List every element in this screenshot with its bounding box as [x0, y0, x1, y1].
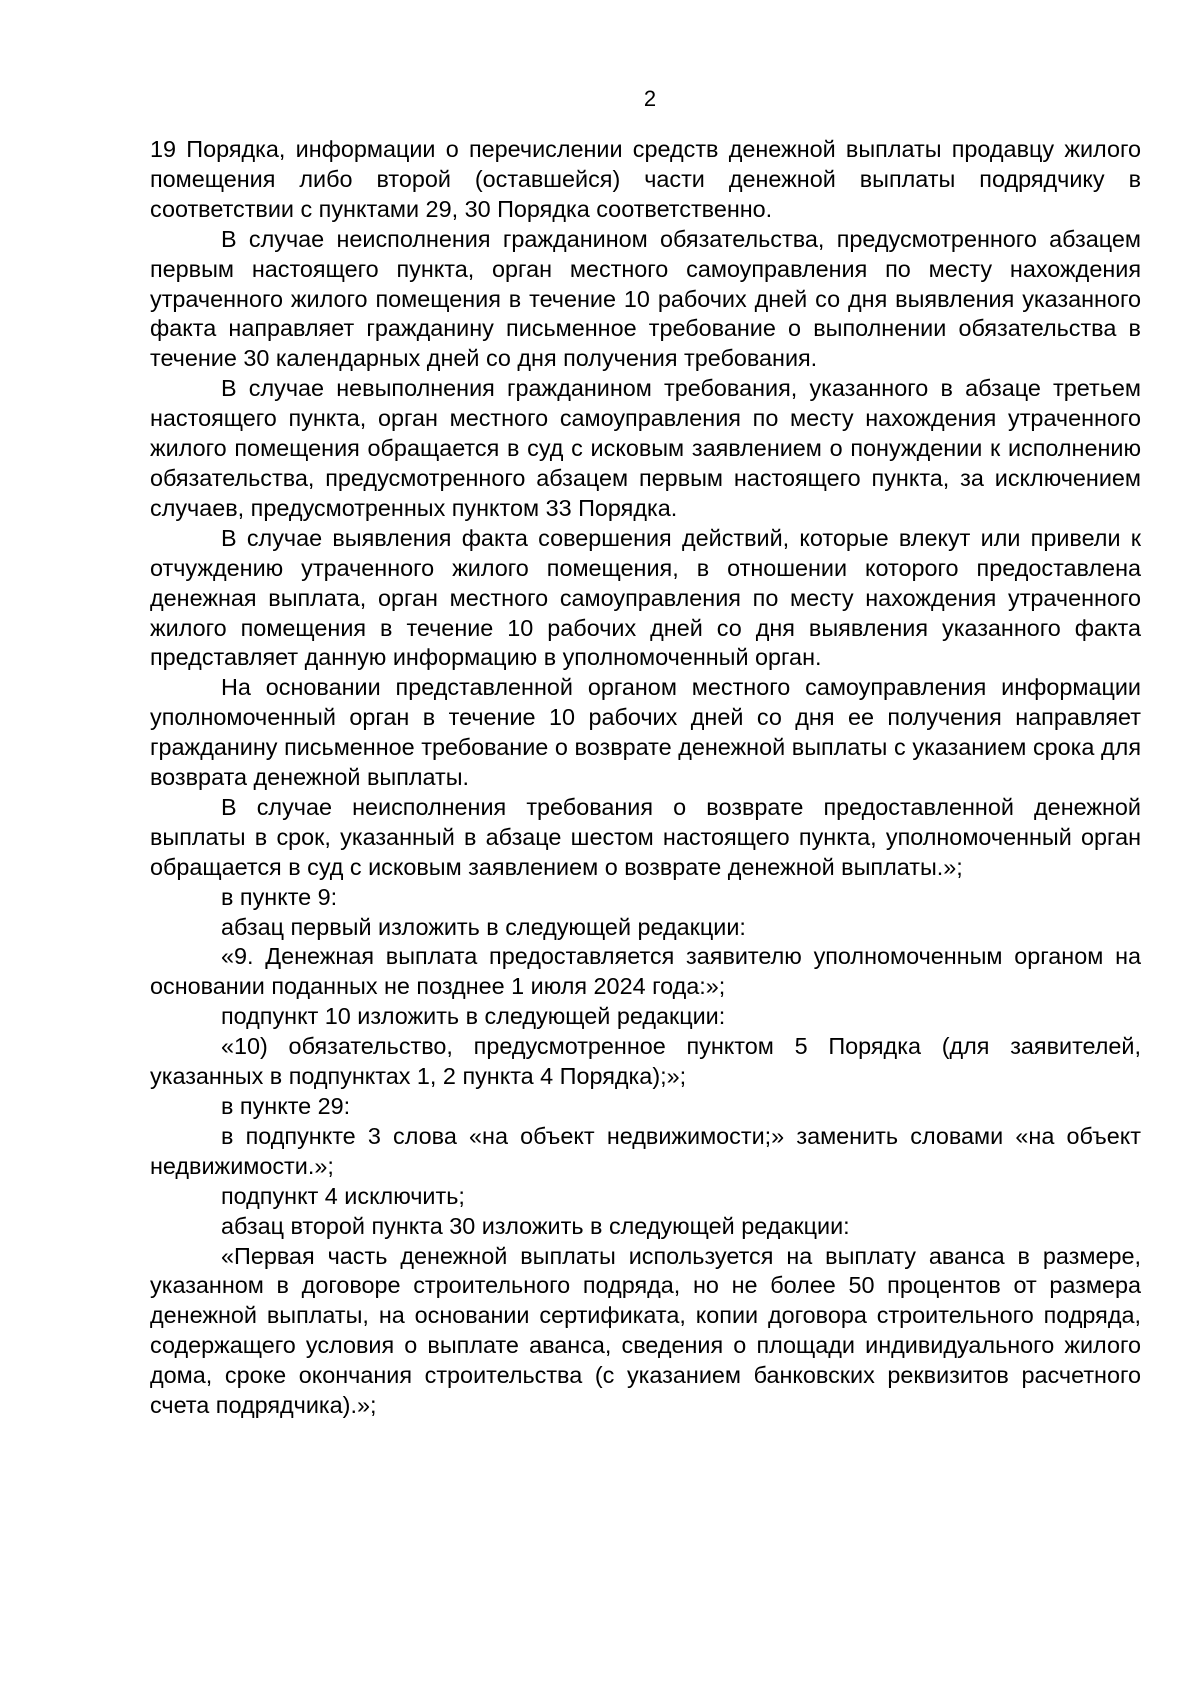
- paragraph-alienation-fact: В случае выявления факта совершения действий, которые влекут или привели к отчуждению утраченного жилого помещения, в отношении которого предоставлена денежная выплата, орган местного самоуправления по месту нахождения утраченного жилого помещения в течение 10 рабочих дней со дня выявления указанного факта представляет данную информацию в уполномоченный орган.: [150, 524, 1141, 671]
- paragraph-continuation: 19 Порядка, информации о перечислении средств денежной выплаты продавцу жилого помещения либо второй (оставшейся) части денежной выплаты подрядчику в соответствии с пунктами 29, 30 Порядка соответственно.: [150, 136, 1141, 222]
- paragraph-refund-demand: На основании представленной органом местного самоуправления информации уполномоченный орган в течение 10 рабочих дней со дня ее получения направляет гражданину письменное требование о возврате денежной выплаты с указанием срока для возврата денежной выплаты.: [150, 674, 1141, 791]
- paragraph-subpoint-3: в подпункте 3 слова «на объект недвижимости;» заменить словами «на объект недвижимости.»;: [150, 1122, 1141, 1179]
- paragraph-point-30-text: «Первая часть денежной выплаты используется на выплату аванса в размере, указанном в договоре строительного подряда, но не более 50 процентов от размера денежной выплаты, на основании сертификата, копии договора строительного подряда, содержащего условия о выплате аванса, сведения о площади индивидуального жилого дома, сроке окончания строительства (с указанием банковских реквизитов расчетного счета подрядчика).»;: [150, 1242, 1141, 1419]
- paragraph-obligation-nonfulfillment: В случае неисполнения гражданином обязательства, предусмотренного абзацем первым настоящего пункта, орган местного самоуправления по месту нахождения утраченного жилого помещения в течение 10 рабочих дней со дня выявления указанного факта направляет гражданину письменное требование о выполнении обязательства в течение 30 календарных дней со дня получения требования.: [150, 225, 1141, 372]
- page-number: 2: [643, 86, 657, 111]
- paragraph-point-29: в пункте 29:: [221, 1093, 351, 1119]
- paragraph-court-claim: В случае невыполнения гражданином требования, указанного в абзаце третьем настоящего пункта, орган местного самоуправления по месту нахождения утраченного жилого помещения обращается в суд с исковым заявлением о понуждении к исполнению обязательства, предусмотренного абзацем первым настоящего пункта, за исключением случаев, предусмотренных пунктом 33 Порядка.: [150, 375, 1141, 521]
- paragraph-refund-court: В случае неисполнения требования о возврате предоставленной денежной выплаты в срок, указанный в абзаце шестом настоящего пункта, уполномоченный орган обращается в суд с исковым заявлением о возврате денежной выплаты.»;: [150, 793, 1141, 880]
- paragraph-subpoint-4: подпункт 4 исключить;: [221, 1182, 465, 1209]
- paragraph-subpoint-10: подпункт 10 изложить в следующей редакции:: [221, 1003, 726, 1030]
- paragraph-point-30: абзац второй пункта 30 изложить в следующей редакции:: [221, 1212, 850, 1239]
- paragraph-first-abzac: абзац первый изложить в следующей редакции:: [221, 913, 746, 940]
- paragraph-subpoint-10-text: «10) обязательство, предусмотренное пунктом 5 Порядка (для заявителей, указанных в подпунктах 1, 2 пункта 4 Порядка);»;: [150, 1033, 1141, 1090]
- document-body: [150, 135, 1141, 1421]
- paragraph-point-9: в пункте 9:: [221, 883, 338, 910]
- paragraph-point-9-text: «9. Денежная выплата предоставляется заявителю уполномоченным органом на основании поданных не позднее 1 июля 2024 года:»;: [150, 943, 1141, 1000]
